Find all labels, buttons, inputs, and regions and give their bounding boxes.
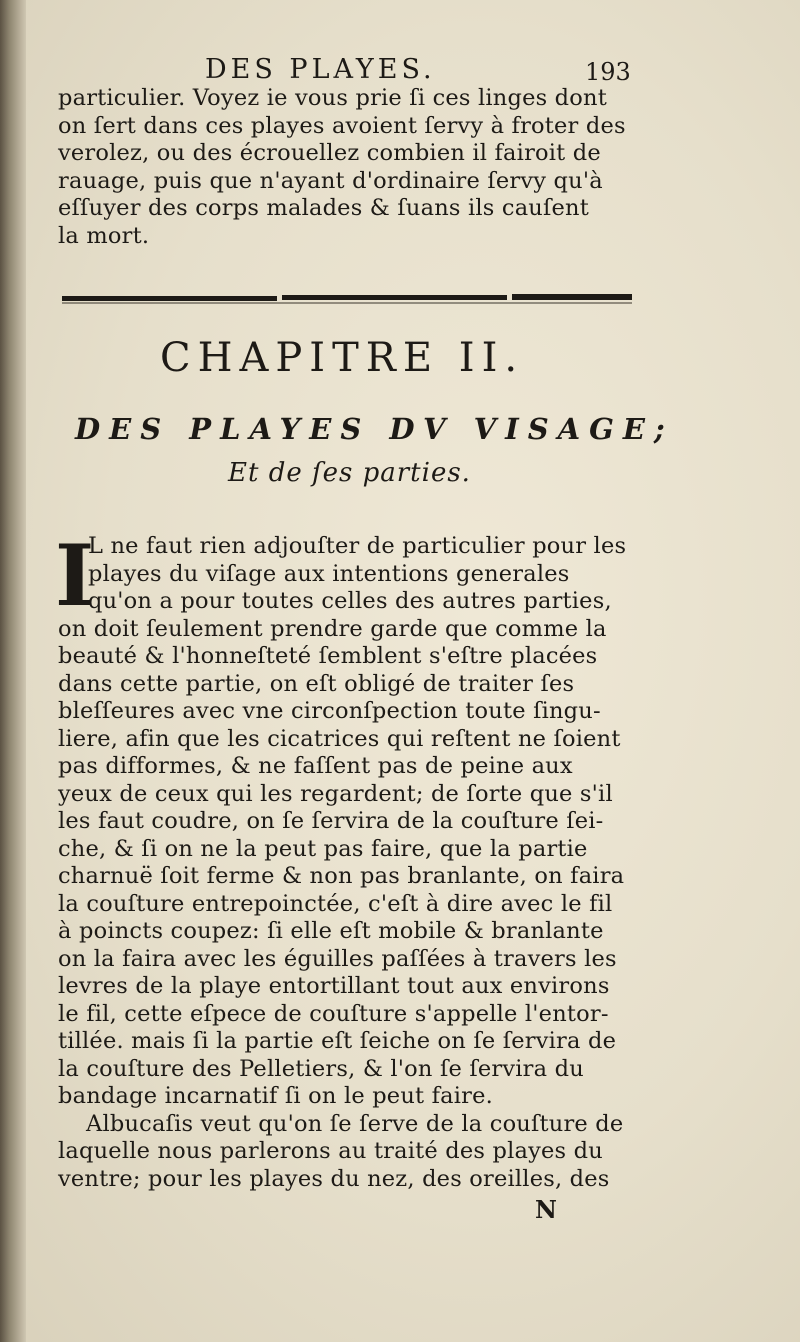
text-line: la couſture des Pelletiers, & l'on ſe ſervira du	[58, 1055, 584, 1082]
text-line: la couſture entrepoinctée, c'eſt à dire avec le fil	[58, 890, 613, 917]
text-line: laquelle nous parlerons au traité des playes du	[58, 1138, 603, 1164]
text-line: dans cette partie, on eſt obligé de traiter ſes	[58, 670, 575, 697]
section-title: DES PLAYES DV VISAGE;	[75, 412, 674, 446]
text-line: yeux de ceux qui les regardent; de ſorte que s'il	[58, 780, 613, 807]
text-line: eſſuyer des corps malades & ſuans ils cauſent	[58, 195, 589, 221]
text-line: les faut coudre, on ſe ſervira de la couſture ſei-	[58, 808, 604, 834]
text-line: liere, afin que les cicatrices qui reſtent ne ſoient	[58, 725, 621, 752]
binding-gutter	[0, 0, 26, 1342]
body-paragraph	[58, 533, 638, 1193]
text-line: le fil, cette eſpece de couſture s'appelle l'entor-	[58, 1000, 609, 1027]
text-line: ventre; pour les playes du nez, des oreilles, des	[58, 1165, 610, 1192]
running-head: DES PLAYES.	[205, 54, 436, 85]
continuation-paragraph	[58, 85, 638, 250]
chapter-heading: CHAPITRE II.	[160, 335, 525, 381]
text-line: bandage incarnatif ſi on le peut faire.	[58, 1083, 493, 1109]
page-number: 193	[585, 58, 631, 86]
ornamental-rule	[62, 290, 634, 306]
text-line: beauté & l'honneſteté ſemblent s'eſtre placées	[58, 643, 598, 669]
text-line: Albucaſis veut qu'on ſe ſerve de la couſture de	[86, 1110, 624, 1137]
text-line: che, & ſi on ne la peut pas faire, que la partie	[58, 835, 588, 862]
text-line: pas difformes, & ne faſſent pas de peine aux	[58, 753, 573, 779]
text-line: charnuë ſoit ferme & non pas branlante, on faira	[58, 863, 625, 889]
text-line: la mort.	[58, 222, 150, 249]
drop-cap: I	[55, 526, 95, 625]
section-subtitle: Et de ſes parties.	[228, 458, 471, 488]
text-line: particulier. Voyez ie vous prie ſi ces linges dont	[58, 85, 607, 111]
text-line: qu'on a pour toutes celles des autres parties,	[88, 588, 612, 614]
text-line: bleſſeures avec vne circonſpection toute ſingu-	[58, 698, 601, 724]
signature-mark: N	[535, 1195, 557, 1224]
text-line: on doit ſeulement prendre garde que comme la	[58, 615, 607, 642]
text-line: rauage, puis que n'ayant d'ordinaire ſervy qu'à	[58, 167, 603, 194]
text-line: playes du viſage aux intentions generales	[88, 560, 570, 587]
text-line: tillée. mais ſi la partie eſt ſeiche on ſe ſervira de	[58, 1028, 617, 1054]
text-line: on ſert dans ces playes avoient ſervy à froter des	[58, 112, 626, 139]
text-line: verolez, ou des écrouellez combien il fairoit de	[58, 140, 601, 166]
text-line: L ne faut rien adjouſter de particulier pour les	[88, 533, 627, 559]
text-line: on la faira avec les éguilles paſſées à travers les	[58, 945, 617, 972]
text-line: à poincts coupez: ſi elle eſt mobile & branlante	[58, 918, 604, 944]
text-line: levres de la playe entortillant tout aux environs	[58, 973, 610, 999]
